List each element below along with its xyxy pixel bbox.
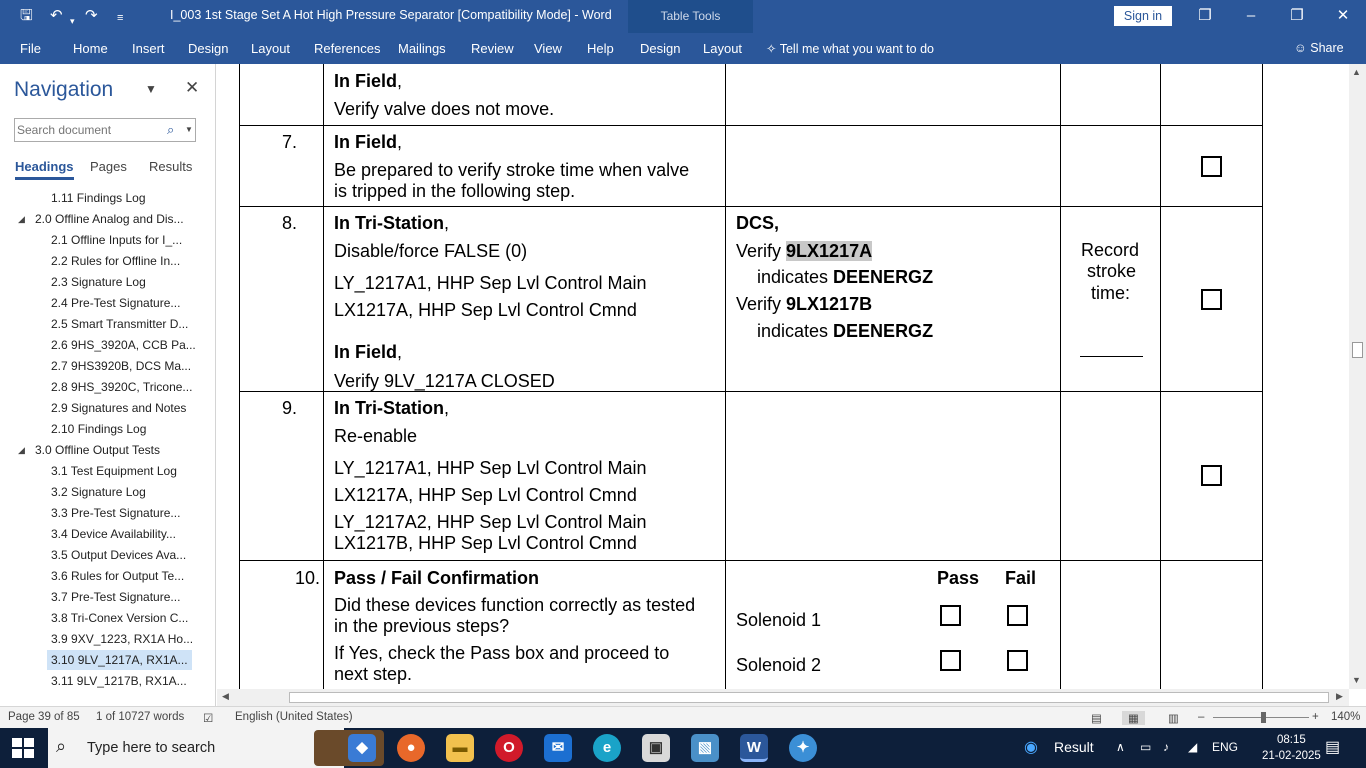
- heading-item[interactable]: [0, 251, 210, 271]
- heading-item[interactable]: [0, 650, 210, 670]
- heading-item[interactable]: [0, 335, 210, 355]
- tab-table-layout[interactable]: Layout: [703, 41, 743, 56]
- heading-label: 3.9 9XV_1223, RX1A Ho...: [51, 632, 194, 646]
- indicates-text: indicates: [757, 267, 834, 287]
- windows-start-icon[interactable]: [12, 738, 34, 758]
- status-bar: [0, 706, 1366, 728]
- tab-headings[interactable]: Headings: [15, 159, 74, 180]
- web-layout-icon[interactable]: ▥: [1168, 713, 1179, 725]
- heading-item[interactable]: [0, 419, 210, 439]
- tab-help[interactable]: Help: [587, 41, 614, 56]
- checkbox[interactable]: [1201, 289, 1222, 310]
- table-row: [334, 342, 402, 363]
- taskbar-search-placeholder: Type here to search: [87, 740, 216, 756]
- navigation-pane: [0, 64, 216, 706]
- heading-item[interactable]: [0, 314, 210, 334]
- heading-item[interactable]: [0, 356, 210, 376]
- pass-checkbox[interactable]: [940, 605, 961, 626]
- table-border: [1160, 64, 1161, 689]
- solenoid-label: Solenoid 1: [736, 610, 822, 630]
- heading-item[interactable]: [0, 293, 210, 313]
- in-field-label: In Field: [334, 132, 397, 152]
- scroll-thumb[interactable]: [1352, 342, 1363, 358]
- comma: ,: [444, 213, 450, 233]
- comma: ,: [444, 398, 450, 418]
- firefox-icon[interactable]: ●: [397, 734, 425, 762]
- tag-text: 9LX1217B: [786, 294, 873, 314]
- fail-checkbox[interactable]: [1007, 605, 1028, 626]
- ribbon-tabs: [0, 33, 1366, 64]
- tell-me-box[interactable]: [766, 41, 934, 56]
- file-explorer-icon[interactable]: ▬: [446, 734, 474, 762]
- tell-me-label: Tell me what you want to do: [779, 42, 934, 56]
- app-icon[interactable]: ✦: [789, 734, 817, 762]
- fail-header: Fail: [1005, 568, 1037, 588]
- record-label: Record: [1081, 240, 1140, 260]
- copilot-icon[interactable]: ◆: [348, 734, 376, 762]
- scroll-left-icon[interactable]: ◀: [222, 691, 229, 701]
- volume-icon[interactable]: ♪: [1163, 740, 1169, 754]
- tab-mailings[interactable]: Mailings: [398, 41, 446, 56]
- tab-table-design[interactable]: Design: [640, 41, 681, 56]
- table-row: [334, 132, 402, 153]
- app-icon[interactable]: ▧: [691, 734, 719, 762]
- ribbon-display-icon[interactable]: ❐: [1198, 7, 1212, 24]
- heading-item[interactable]: [0, 230, 210, 250]
- record-label: time:: [1091, 283, 1131, 303]
- heading-label: 2.2 Rules for Offline In...: [51, 254, 181, 268]
- person-icon: ☺: [1294, 41, 1307, 55]
- checkbox[interactable]: [1201, 465, 1222, 486]
- checkbox[interactable]: [1201, 156, 1222, 177]
- pass-fail-title: Pass / Fail Confirmation: [334, 568, 540, 588]
- heading-label: 3.10 9LV_1217A, RX1A...: [47, 650, 192, 670]
- table-border: [323, 64, 324, 689]
- redo-icon[interactable]: ↷: [85, 7, 98, 24]
- heading-item[interactable]: [0, 209, 210, 229]
- step-text: LX1217B, HHP Sep Lvl Control Cmnd: [334, 533, 637, 553]
- heading-label: 3.5 Output Devices Ava...: [51, 548, 187, 562]
- zoom-level[interactable]: 140%: [1331, 711, 1361, 723]
- table-border: [239, 64, 240, 689]
- step-text: Verify valve does not move.: [334, 99, 555, 119]
- sign-in-button[interactable]: Sign in: [1114, 6, 1172, 26]
- heading-label: 2.7 9HS3920B, DCS Ma...: [51, 359, 192, 373]
- comma: ,: [397, 71, 403, 91]
- heading-label: 2.6 9HS_3920A, CCB Pa...: [51, 338, 196, 352]
- step-text: Verify 9LV_1217A CLOSED: [334, 371, 555, 391]
- share-button[interactable]: [1294, 41, 1344, 55]
- chevron-up-icon[interactable]: ∧: [1116, 740, 1125, 754]
- step-text: next step.: [334, 664, 413, 684]
- zoom-in-icon[interactable]: +: [1312, 711, 1319, 723]
- heading-item[interactable]: [0, 587, 210, 607]
- heading-label: 2.10 Findings Log: [51, 422, 147, 436]
- input-language[interactable]: ENG: [1212, 740, 1239, 754]
- tray-result-label[interactable]: Result: [1054, 739, 1094, 755]
- notification-icon[interactable]: ▤: [1325, 739, 1341, 756]
- minimize-icon[interactable]: –: [1246, 7, 1256, 24]
- scroll-up-icon[interactable]: ▲: [1352, 67, 1361, 77]
- heading-label: 3.0 Offline Output Tests: [35, 443, 160, 457]
- step-text: is tripped in the following step.: [334, 181, 576, 201]
- table-row: [334, 71, 402, 92]
- close-icon[interactable]: ✕: [1336, 7, 1350, 24]
- comma: ,: [397, 132, 403, 152]
- table-row: [334, 213, 449, 234]
- search-icon: ⌕: [56, 736, 67, 756]
- vertical-scrollbar[interactable]: [1349, 64, 1366, 689]
- search-input[interactable]: [17, 121, 163, 139]
- heading-item[interactable]: [0, 545, 210, 565]
- wifi-icon[interactable]: ◢: [1188, 740, 1198, 754]
- heading-item[interactable]: [0, 671, 210, 691]
- window-title: I_003 1st Stage Set A Hot High Pressure Separator [Compatibility Mode] - Word: [170, 8, 612, 22]
- step-text: LX1217A, HHP Sep Lvl Control Cmnd: [334, 300, 637, 320]
- scroll-down-icon[interactable]: ▼: [1352, 675, 1361, 685]
- heading-label: 2.8 9HS_3920C, Tricone...: [51, 380, 193, 394]
- heading-item[interactable]: [0, 398, 210, 418]
- verify-text: Verify: [736, 294, 787, 314]
- step-number: 7.: [282, 132, 298, 152]
- heading-label: 3.3 Pre-Test Signature...: [51, 506, 181, 520]
- table-tools-label: Table Tools: [660, 9, 721, 23]
- heading-item[interactable]: [0, 272, 210, 292]
- edge-icon[interactable]: e: [593, 734, 621, 762]
- share-label: Share: [1310, 41, 1344, 55]
- read-mode-icon[interactable]: ▤: [1091, 713, 1102, 725]
- print-layout-icon[interactable]: ▦: [1122, 711, 1145, 725]
- navigation-title: Navigation: [14, 78, 114, 101]
- heading-item[interactable]: [0, 524, 210, 544]
- indicates-line: [757, 267, 933, 288]
- step-text: LX1217A, HHP Sep Lvl Control Cmnd: [334, 485, 637, 505]
- heading-label: 3.7 Pre-Test Signature...: [51, 590, 181, 604]
- step-text: Re-enable: [334, 426, 418, 446]
- heading-label: 3.2 Signature Log: [51, 485, 146, 499]
- word-count[interactable]: 1 of 10727 words: [96, 711, 185, 723]
- step-text: LY_1217A1, HHP Sep Lvl Control Main: [334, 458, 647, 478]
- heading-item[interactable]: [0, 188, 210, 208]
- tab-home[interactable]: Home: [73, 41, 108, 56]
- step-text: Disable/force FALSE (0): [334, 241, 528, 261]
- table-border: [1060, 64, 1061, 689]
- state-text: DEENERGZ: [833, 267, 934, 287]
- step-number: 9.: [282, 398, 298, 418]
- step-text: If Yes, check the Pass box and proceed to: [334, 643, 670, 663]
- opera-icon[interactable]: O: [495, 734, 523, 762]
- table-border: [1262, 64, 1263, 689]
- heading-label: 2.4 Pre-Test Signature...: [51, 296, 181, 310]
- undo-icon[interactable]: ↶: [50, 7, 63, 24]
- save-icon[interactable]: 🖫: [20, 7, 33, 24]
- heading-label: 2.1 Offline Inputs for I_...: [51, 233, 183, 247]
- taskbar-search[interactable]: [48, 728, 344, 768]
- mail-icon[interactable]: ✉: [544, 734, 572, 762]
- table-row: [334, 398, 449, 419]
- heading-label: 3.11 9LV_1217B, RX1A...: [51, 674, 187, 688]
- indicates-line: [757, 321, 933, 342]
- tab-pages[interactable]: Pages: [90, 159, 127, 174]
- heading-item[interactable]: [0, 503, 210, 523]
- heading-item[interactable]: [0, 377, 210, 397]
- horizontal-scrollbar[interactable]: [217, 689, 1349, 706]
- chevron-down-icon[interactable]: ▼: [145, 82, 157, 96]
- tab-references[interactable]: References: [314, 41, 381, 56]
- app-icon[interactable]: ▣: [642, 734, 670, 762]
- taskbar: [0, 728, 1366, 768]
- in-field-label: In Field: [334, 342, 397, 362]
- collapse-triangle-icon[interactable]: ◢: [18, 445, 25, 455]
- verify-text: Verify: [736, 241, 787, 261]
- tab-layout[interactable]: Layout: [251, 41, 291, 56]
- heading-item[interactable]: [0, 566, 210, 586]
- table-border: [239, 560, 1263, 561]
- language[interactable]: English (United States): [235, 711, 353, 723]
- heading-label: 2.3 Signature Log: [51, 275, 146, 289]
- heading-label: 3.4 Device Availability...: [51, 527, 176, 541]
- clock[interactable]: [1262, 732, 1321, 764]
- verify-line: [736, 294, 872, 315]
- tab-file[interactable]: File: [20, 41, 41, 56]
- fail-checkbox[interactable]: [1007, 650, 1028, 671]
- indicates-text: indicates: [757, 321, 834, 341]
- search-box: [14, 118, 196, 142]
- heading-item[interactable]: [0, 629, 210, 649]
- record-label: stroke: [1087, 261, 1137, 281]
- tag-highlighted: 9LX1217A: [786, 241, 873, 261]
- heading-label: 1.11 Findings Log: [51, 191, 146, 205]
- document-area[interactable]: [217, 64, 1349, 689]
- tab-view[interactable]: View: [534, 41, 562, 56]
- battery-icon[interactable]: ▭: [1140, 740, 1152, 754]
- step-text: Did these devices function correctly as tested: [334, 595, 696, 615]
- collapse-triangle-icon[interactable]: ◢: [18, 214, 25, 224]
- solenoid-label: Solenoid 2: [736, 655, 822, 675]
- scroll-right-icon[interactable]: ▶: [1336, 691, 1343, 701]
- document-page: [217, 64, 1349, 689]
- tri-station-label: In Tri-Station: [334, 213, 444, 233]
- heading-label: 3.8 Tri-Conex Version C...: [51, 611, 189, 625]
- word-icon[interactable]: W: [740, 734, 768, 762]
- lightbulb-icon: ✧: [766, 42, 777, 56]
- tab-design[interactable]: Design: [188, 41, 229, 56]
- clock-date: 21-02-2025: [1262, 750, 1321, 762]
- heading-item[interactable]: [0, 440, 210, 460]
- page-count[interactable]: Page 39 of 85: [8, 711, 80, 723]
- dcs-label: DCS,: [736, 213, 780, 233]
- step-text: Be prepared to verify stroke time when valve: [334, 160, 690, 180]
- step-text: in the previous steps?: [334, 616, 510, 636]
- comma: ,: [397, 342, 403, 362]
- table-border: [239, 206, 1263, 207]
- heading-label: 2.5 Smart Transmitter D...: [51, 317, 189, 331]
- heading-label: 3.6 Rules for Output Te...: [51, 569, 185, 583]
- heading-label: 2.9 Signatures and Notes: [51, 401, 187, 415]
- search-icon[interactable]: ⌕: [167, 122, 175, 137]
- tri-station-label: In Tri-Station: [334, 398, 444, 418]
- step-number: 8.: [282, 213, 298, 233]
- zoom-slider-thumb[interactable]: [1261, 712, 1266, 723]
- pass-checkbox[interactable]: [940, 650, 961, 671]
- heading-label: 2.0 Offline Analog and Dis...: [35, 212, 184, 226]
- heading-item[interactable]: [0, 461, 210, 481]
- proofing-icon[interactable]: ☑: [203, 713, 214, 725]
- step-text: LY_1217A2, HHP Sep Lvl Control Main: [334, 512, 647, 532]
- heading-item[interactable]: [0, 482, 210, 502]
- navigation-tabs: [15, 159, 205, 183]
- clock-time: 08:15: [1277, 734, 1306, 746]
- undo-dropdown-icon[interactable]: ▾: [70, 16, 75, 26]
- tab-review[interactable]: Review: [471, 41, 514, 56]
- pass-header: Pass: [937, 568, 980, 588]
- close-icon[interactable]: ✕: [185, 78, 200, 97]
- restore-icon[interactable]: ❐: [1290, 7, 1304, 24]
- customize-icon[interactable]: ≡: [117, 12, 124, 24]
- record-blank-line[interactable]: [1080, 356, 1143, 357]
- table-border: [239, 125, 1263, 126]
- table-border: [725, 64, 726, 689]
- chevron-down-icon[interactable]: ▼: [185, 125, 193, 134]
- scroll-thumb[interactable]: [289, 692, 1329, 703]
- in-field-label: In Field: [334, 71, 397, 91]
- state-text: DEENERGZ: [833, 321, 934, 341]
- step-number: 10.: [295, 568, 321, 588]
- step-text: LY_1217A1, HHP Sep Lvl Control Main: [334, 273, 647, 293]
- verify-line: [736, 241, 872, 262]
- heading-label: 3.1 Test Equipment Log: [51, 464, 177, 478]
- tab-results[interactable]: Results: [149, 159, 193, 174]
- heading-item[interactable]: [0, 608, 210, 628]
- tab-insert[interactable]: Insert: [132, 41, 165, 56]
- zoom-out-icon[interactable]: –: [1198, 711, 1205, 723]
- weather-icon[interactable]: ◉: [1024, 739, 1038, 756]
